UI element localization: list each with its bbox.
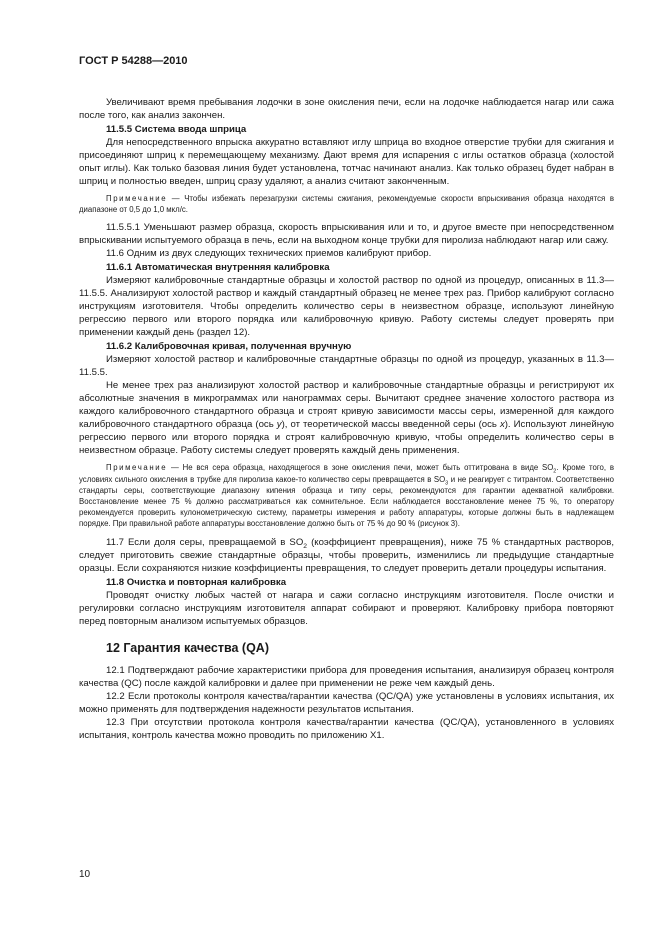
subsection-heading-11-6-1: 11.6.1 Автоматическая внутренняя калибровка (106, 262, 330, 274)
note (79, 193, 614, 215)
text-run: 11.7 Если доля серы, превращаемой в SO (106, 536, 304, 548)
text-run: ). Используют линейную регрессию первого или второго порядка и строят калибровочную кривую, чтобы определить количество серы в неизвестном образце. Работу системы следует проверять каждый день применения. (79, 419, 614, 457)
paragraph: Проводят очистку любых частей от нагара и сажи согласно инструкциям изготовителя. После очистки и регулировки согласно инструкциям изготовителя аппарат собирают и проверяют. Калибровку прибора повторяют перед повторным анализом испытуемых образцов. (79, 589, 614, 627)
subsection-heading-11-8: 11.8 Очистка и повторная калибровка (106, 576, 287, 588)
text-run: — Не вся сера образца, находящегося в зоне окисления печи, может быть оттитрована в виде SO (170, 463, 554, 473)
paragraph: 12.2 Если протоколы контроля качества/гарантии качества (QC/QA) уже установлены в условиях испытания, их можно применять для подтверждения надежности результатов испытания. (79, 690, 614, 715)
note-text: — Чтобы избежать перезагрузки системы сжигания, рекомендуемые скорости впрыскивания образца находятся в диапазоне от 0,5 до 1,0 мкл/с. (79, 194, 614, 215)
subsection-heading-11-5-5: 11.5.5 Система ввода шприца (106, 124, 247, 135)
axis-y-label: у (276, 419, 282, 431)
paragraph: Измеряют холостой раствор и калибровочные стандартные образцы по одной из процедур, указанных в 11.3—11.5.5. (79, 354, 614, 379)
paragraph: Измеряют калибровочные стандартные образцы и холостой раствор по одной из процедур, описанных в 11.3—11.5.5. Анализируют холостой раствор и каждый стандартный образец не менее трех раз. Прибор калибруют согласно инструкциям изготовителя. Чтобы определить количество серы в неизвестном образце, используют линейную регрессию первого или второго порядка или калибровочную кривую. Работу системы следует проверять при применении каждый день (раздел 12). (79, 275, 614, 339)
paragraph: Для непосредственного впрыска аккуратно вставляют иглу шприца во входное отверстие трубки для сжигания и присоединяют шприц к перемещающему механизму. Дают время для испарения с иглы остатков образца (холостой опыт иглы). Как только базовая линия будет установлена, тотчас начинают анализ. Как только образец будет набран в шприц и полностью введен, шприц сразу удаляют, а анализ считают законченным. (79, 137, 614, 187)
subscript: 2 (303, 542, 308, 550)
note (79, 462, 614, 529)
page-number: 10 (79, 869, 91, 880)
text-run: Не менее трех раз анализируют холостой раствор и калибровочные стандартные образцы и регистрируют их абсолютные значения в микрограммах или нанограммах серы. Вычитают среднее значение холостого раствора из каждого калибровочного стандартного образца и строят кривую зависимости массы серы, измеренной для каждого калибровочного стандартного образца (ось (79, 380, 614, 431)
text-run: (коэффициент превращения), ниже 75 % стандартных растворов, следует приготовить свежие стандартные образцы, чтобы проверить, изменились ли предыдущие стандартные оразцы. Если сохраняются низкие коэффициенты превращения, то следует проверить детали процедуры испытания. (79, 536, 614, 574)
paragraph: 11.6 Одним из двух следующих технических приемов калибруют прибор. (106, 248, 432, 260)
section-heading-12: 12 Гарантия качества (QA) (106, 640, 269, 655)
paragraph: 11.5.5.1 Уменьшают размер образца, скорость впрыскивания или и то, и другое вместе при непосредственном впрыскивании испытуемого образца в печь, если на выходном конце трубки для пиролиза наблюдают нагар или сажу. (79, 222, 614, 247)
document-header: ГОСТ Р 54288—2010 (79, 55, 188, 67)
paragraph: 12.1 Подтверждают рабочие характеристики прибора для проведения испытания, анализируя образец контроля качества (QC) после каждой калибровки и далее при применении не реже чем каждый день. (79, 664, 614, 689)
paragraph: Увеличивают время пребывания лодочки в зоне окисления печи, если на лодочке наблюдается нагар или сажа после того, как анализ закончен. (79, 97, 614, 121)
note-label: Примечание (106, 463, 168, 473)
text-run: ), от теоретической массы введенной серы (ось (281, 419, 500, 431)
note-label: Примечание (106, 194, 168, 203)
page-body (79, 96, 614, 742)
subscript: 3 (445, 480, 449, 487)
subsection-heading-11-6-2: 11.6.2 Калибровочная кривая, полученная вручную (106, 341, 352, 353)
paragraph (79, 379, 614, 457)
paragraph: 12.3 При отсутствии протокола контроля качества/гарантии качества (QC/QA), установленного в условиях испытания, контроль качества можно проводить по приложению Х1. (79, 716, 614, 741)
subscript: 2 (553, 468, 557, 475)
text-run: и не реагирует с титрантом. Соответственно стандарты серы, соответствующие диапазону кипения образца и типу серы, рекомендуются для гарантии адекватной калибровки. Восстановление менее 75 % должно рассматриваться как сомнительное. Если наблюдается восстановление менее 75 %, то оператору рекомендуется проверить кулонометрическую систему, параметры измерения и работу аппаратуры, которые должны быть в надлежащем порядке. При правильной работе аппаратуры восстановление должно быть от 75 % до 90 % (рисунок 3). (79, 474, 614, 529)
text-run: . Кроме того, в условиях сильного окисления в трубке для пиролиза какое-то количество серы превращается в SO (79, 463, 614, 484)
paragraph (79, 536, 614, 575)
axis-x-label: х (499, 419, 505, 431)
